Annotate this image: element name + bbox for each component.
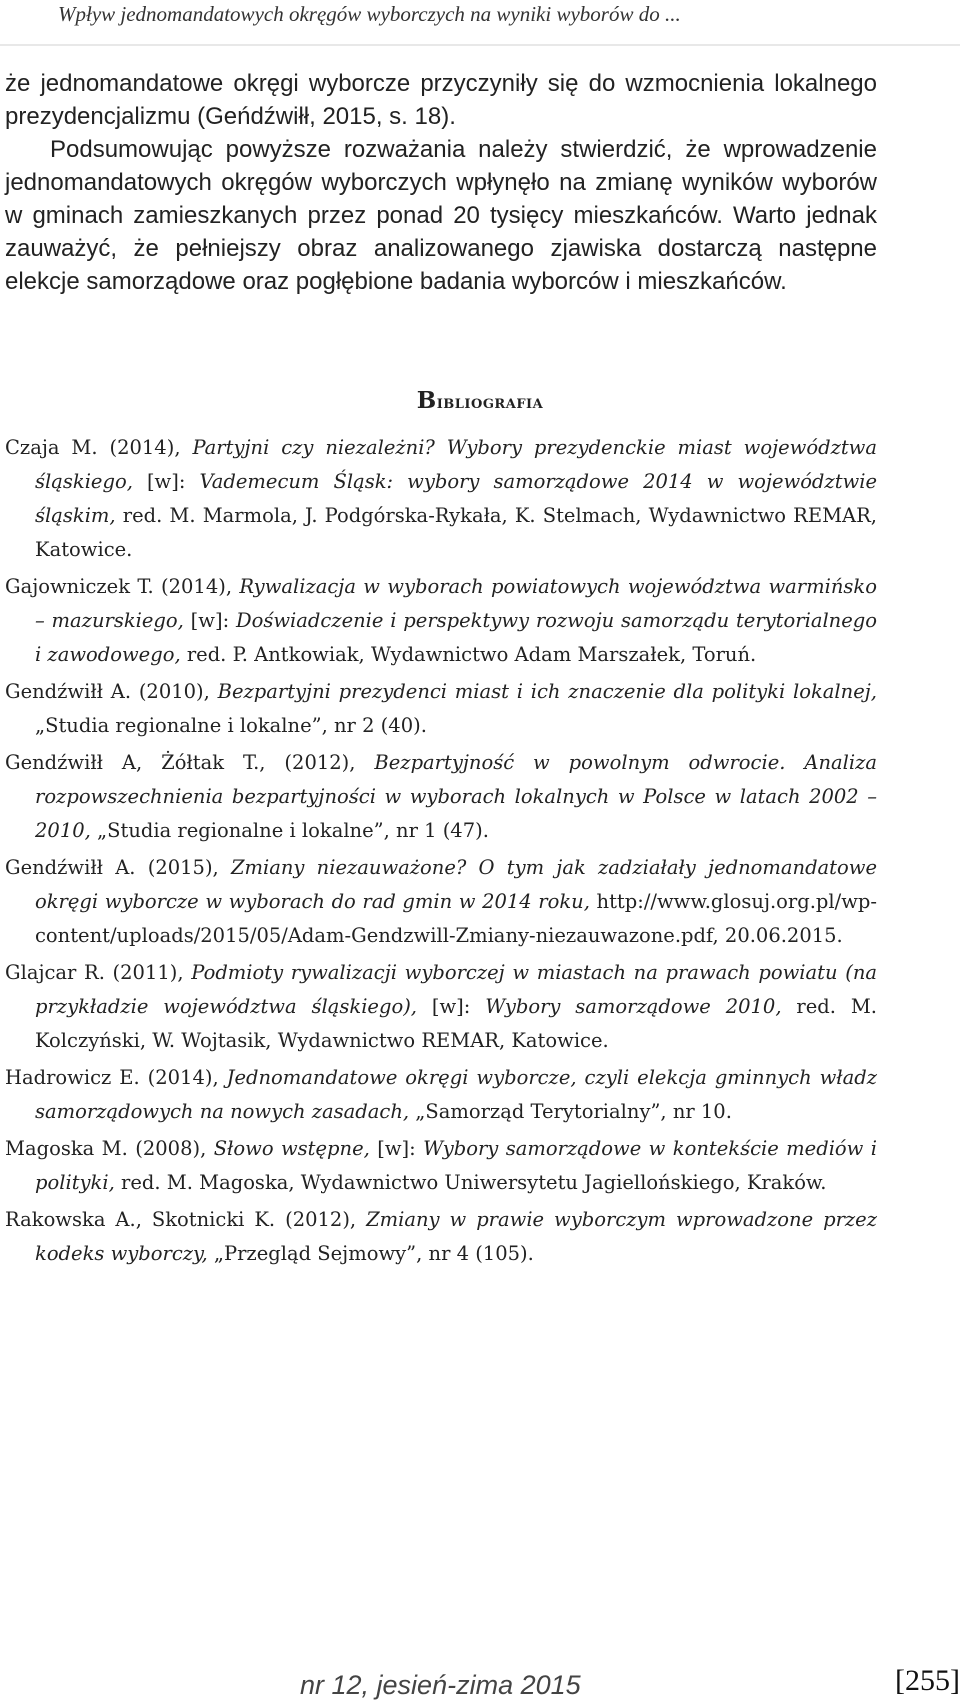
bibliography-entry <box>5 1132 877 1200</box>
entry-container-title: Wybory samorządowe w kontekście mediów i polityki, <box>35 1137 878 1194</box>
entry-author: Rakowska A., Skotnicki K. (2012), <box>5 1208 367 1231</box>
bibliography-entry <box>5 675 877 743</box>
bibliography-heading <box>0 387 960 414</box>
page-number: [255] <box>895 1664 960 1697</box>
bibliography-entry <box>5 851 877 953</box>
header-divider <box>0 44 960 46</box>
entry-author: Gendźwiłł A. (2015), <box>5 856 231 879</box>
entry-container-title: Vademecum Śląsk: wybory samorządowe 2014 w województwie śląskim, <box>35 470 877 527</box>
bibliography-heading-rest: ibliografia <box>436 391 544 413</box>
bibliography-entry <box>5 956 877 1058</box>
entry-text: [w]: <box>369 1137 424 1160</box>
entry-details: red. M. Kolczyński, W. Wojtasik, Wydawnictwo REMAR, Katowice. <box>35 995 878 1052</box>
entry-title: Bezpartyjni prezydenci miast i ich znaczenie dla polityki lokalnej, <box>217 680 877 703</box>
entry-container-title: Wybory samorządowe 2010, <box>485 995 782 1018</box>
entry-details: red. P. Antkowiak, Wydawnictwo Adam Marszałek, Toruń. <box>180 643 757 666</box>
entry-text: „Studia regionalne i lokalne”, nr 2 (40). <box>35 714 427 737</box>
entry-title: Słowo wstępne, <box>213 1137 370 1160</box>
entry-text: „Przegląd Sejmowy”, nr 4 (105). <box>207 1242 534 1265</box>
entry-author: Magoska M. (2008), <box>5 1137 214 1160</box>
running-header: Wpływ jednomandatowych okręgów wyborczych na wyniki wyborów do ... <box>58 2 681 26</box>
entry-title: Zmiany niezauważone? O tym jak zadziałały jednomandatowe okręgi wyborcze w wyborach do rad gmin w 2014 roku, <box>35 856 877 913</box>
entry-text: [w]: <box>132 470 200 493</box>
entry-title: Rywalizacja w wyborach powiatowych województwa warmińsko – mazurskiego, <box>35 575 877 632</box>
entry-text: [w]: <box>183 609 236 632</box>
paragraph: że jednomandatowe okręgi wyborcze przyczyniły się do wzmocnienia lokalnego prezydencjalizmu (Geńdźwiłł, 2015, s. 18). <box>5 70 877 130</box>
entry-author: Gendźwiłł A. (2010), <box>5 680 218 703</box>
entry-author: Czaja M. (2014), <box>5 436 193 459</box>
entry-author: Gajowniczek T. (2014), <box>5 575 240 598</box>
entry-url[interactable]: http://www.glosuj.org.pl/wp-content/uploads/2015/05/Adam-Gendzwill-Zmiany-niezauwazone.pdf, 20.06.2015. <box>35 890 877 947</box>
entry-author: Hadrowicz E. (2014), <box>5 1066 227 1089</box>
entry-text: „Samorząd Terytorialny”, nr 10. <box>409 1100 732 1123</box>
bibliography-entry <box>5 1203 877 1271</box>
bibliography-entry <box>5 1061 877 1129</box>
entry-title: Zmiany w prawie wyborczym wprowadzone przez kodeks wyborczy, <box>35 1208 877 1265</box>
entry-title: Partyjni czy niezależni? Wybory prezydenckie miast województwa śląskiego, <box>35 436 877 493</box>
bibliography-entry <box>5 431 877 567</box>
entry-author: Glajcar R. (2011), <box>5 961 192 984</box>
entry-title: Jednomandatowe okręgi wyborcze, czyli elekcja gminnych władz samorządowych na nowych zasadach, <box>35 1066 877 1123</box>
entry-title: Podmioty rywalizacji wyborczej w miastach na prawach powiatu (na przykładzie województwa śląskiego), <box>35 961 878 1018</box>
bibliography-heading-initial: B <box>416 387 437 414</box>
bibliography-list <box>5 431 877 1274</box>
entry-title: Bezpartyjność w powolnym odwrocie. Analiza rozpowszechnienia bezpartyjności w wyborach lokalnych w Polsce w latach 2002 – 2010, <box>35 751 878 842</box>
entry-details: red. M. Marmola, J. Podgórska-Rykała, K. Stelmach, Wydawnictwo REMAR, Katowice. <box>35 504 877 561</box>
entry-container-title: Doświadczenie i perspektywy rozwoju samorządu terytorialnego i zawodowego, <box>35 609 877 666</box>
body-text <box>5 67 877 298</box>
bibliography-entry <box>5 746 877 848</box>
entry-author: Gendźwiłł A, Żółtak T., (2012), <box>5 751 375 774</box>
entry-text: „Studia regionalne i lokalne”, nr 1 (47). <box>90 819 489 842</box>
bibliography-entry <box>5 570 877 672</box>
entry-details: red. M. Magoska, Wydawnictwo Uniwersytetu Jagiellońskiego, Kraków. <box>114 1171 827 1194</box>
paragraph: Podsumowując powyższe rozważania należy stwierdzić, że wprowadzenie jednomandatowych okręgów wyborczych wpłynęło na zmianę wyników wyborów w gminach zamieszkanych przez ponad 20 tysięcy mieszkańców. Warto jednak zauważyć, że pełniejszy obraz analizowanego zjawiska dostarczą następne elekcje samorządowe oraz pogłębione badania wyborców i mieszkańców. <box>5 136 877 295</box>
entry-text: [w]: <box>417 995 486 1018</box>
footer-journal-issue: nr 12, jesień-zima 2015 <box>300 1670 581 1700</box>
